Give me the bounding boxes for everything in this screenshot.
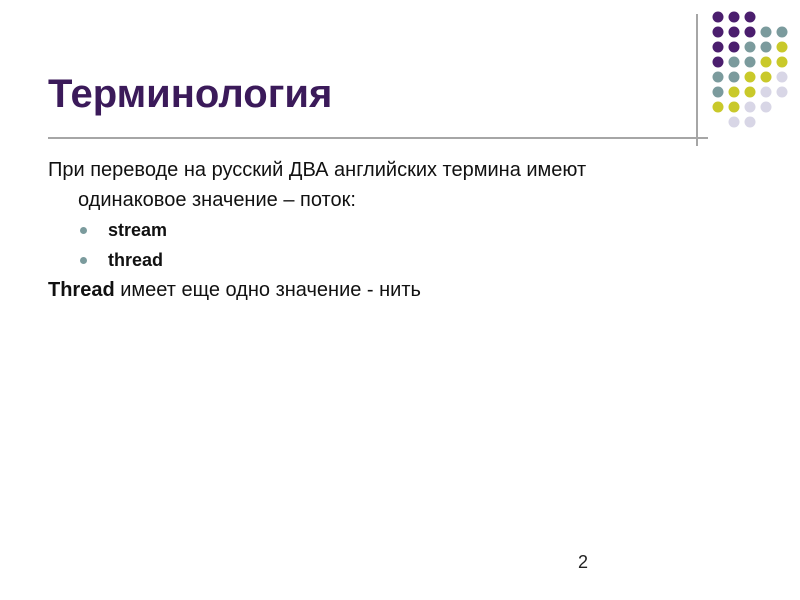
decorative-dot (713, 102, 724, 113)
decorative-dot (713, 12, 724, 23)
decorative-dot (745, 102, 756, 113)
slide-content (48, 155, 698, 305)
decorative-dot (777, 42, 788, 53)
thread-paragraph (48, 275, 698, 305)
decorative-dot (745, 72, 756, 83)
thread-meaning: имеет еще одно значение - нить (114, 279, 421, 301)
decorative-dot (713, 57, 724, 68)
decorative-dot (777, 27, 788, 38)
term-thread: thread (108, 250, 164, 270)
decorative-dot (745, 117, 756, 128)
decorative-dot (729, 42, 740, 53)
term-list-item (48, 245, 698, 275)
decorative-dot (729, 12, 740, 23)
decorative-dot (761, 72, 772, 83)
decorative-dot (729, 117, 740, 128)
bullet-dot-icon (80, 227, 87, 234)
decorative-dot (761, 102, 772, 113)
decorative-dot (777, 57, 788, 68)
decorative-dot (729, 87, 740, 98)
term-list-item (48, 215, 698, 245)
decorative-dot (713, 87, 724, 98)
horizontal-divider (48, 137, 708, 139)
decorative-dot (745, 12, 756, 23)
vertical-divider (696, 14, 698, 146)
decorative-dot (713, 27, 724, 38)
bullet-dot-icon (80, 257, 87, 264)
intro-paragraph: При переводе на русский ДВА английских термина имеют одинаковое значение – поток: (48, 159, 587, 211)
decorative-dot (729, 102, 740, 113)
decorative-dot (761, 57, 772, 68)
decorative-dot (761, 42, 772, 53)
decorative-dot (745, 57, 756, 68)
decorative-dot (745, 87, 756, 98)
decorative-dot (761, 87, 772, 98)
thread-term: Thread (48, 279, 115, 301)
page-number: 2 (578, 552, 589, 572)
decorative-dot (745, 27, 756, 38)
decorative-dot (777, 87, 788, 98)
decorative-dot (777, 72, 788, 83)
decorative-dot (729, 27, 740, 38)
decorative-dot (745, 42, 756, 53)
decorative-dot (729, 72, 740, 83)
term-stream: stream (108, 220, 168, 240)
decorative-dot (713, 42, 724, 53)
slide-title: Терминология (48, 72, 333, 116)
decorative-dot (713, 72, 724, 83)
decorative-dot (761, 27, 772, 38)
term-list (48, 215, 698, 275)
decorative-dot (729, 57, 740, 68)
